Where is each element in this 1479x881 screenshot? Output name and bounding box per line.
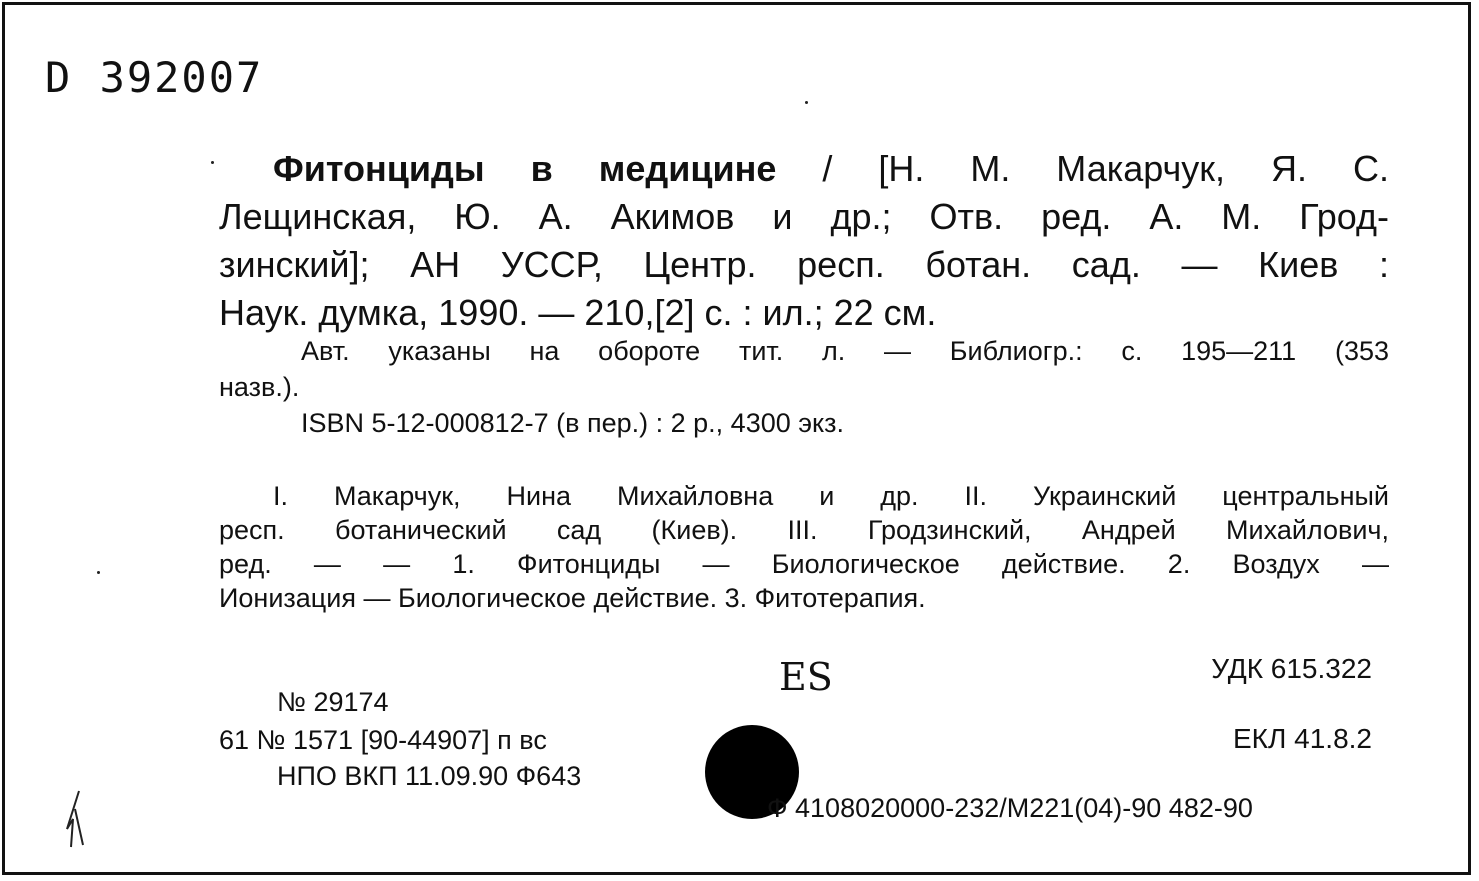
note-line-2: назв.). [219,372,300,402]
bibliographic-description [219,145,1389,337]
title-line-1-rest: / [Н. М. Макарчук, Я. С. [776,148,1389,189]
tracing-line-3: ред. — — 1. Фитонциды — Биологическое действие. 2. Воздух — [219,549,1389,579]
title-line-2: Лещинская, Ю. А. Акимов и др.; Отв. ред. А. М. Грод- [219,196,1389,237]
publisher-line: НПО ВКП 11.09.90 Ф643 [277,761,582,791]
title-line-1 [219,145,1389,193]
tracings-block [219,479,1389,615]
call-number: D 392007 [45,53,264,102]
order-line: 61 № 1571 [90-44907] п вс [219,725,547,755]
speck-mark [211,161,214,164]
title-line-3: зинский]; АН УССР, Центр. респ. ботан. сад. — Киев : [219,244,1389,285]
ekl-code: ЕКЛ 41.8.2 [1233,723,1372,754]
inventory-number: № 29174 [277,687,389,717]
title-line-4: Наук. думка, 1990. — 210,[2] с. : ил.; 22 см. [219,292,937,333]
speck-mark [97,571,100,574]
es-mark: ES [779,655,833,699]
note-line-1: Авт. указаны на обороте тит. л. — Библиогр.: с. 195—211 (353 [301,336,1389,366]
isbn-line: ISBN 5-12-000812-7 (в пер.) : 2 р., 4300 экз. [301,408,845,438]
tracing-line-4: Ионизация — Биологическое действие. 3. Фитотерапия. [219,583,926,613]
book-title: Фитонциды в медицине [273,148,777,189]
tracing-line-1: I. Макарчук, Нина Михайловна и др. II. Украинский центральный [273,481,1389,511]
udk-code: УДК 615.322 [1211,653,1372,684]
notes-block [219,333,1389,441]
tracing-line-2: респ. ботанический сад (Киев). III. Гродзинский, Андрей Михайлович, [219,515,1389,545]
speck-mark [805,101,808,104]
pencil-mark-icon [61,789,101,849]
catalog-card [2,2,1471,875]
classification-code: Ф 4108020000-232/М221(04)-90 482-90 [767,793,1253,823]
